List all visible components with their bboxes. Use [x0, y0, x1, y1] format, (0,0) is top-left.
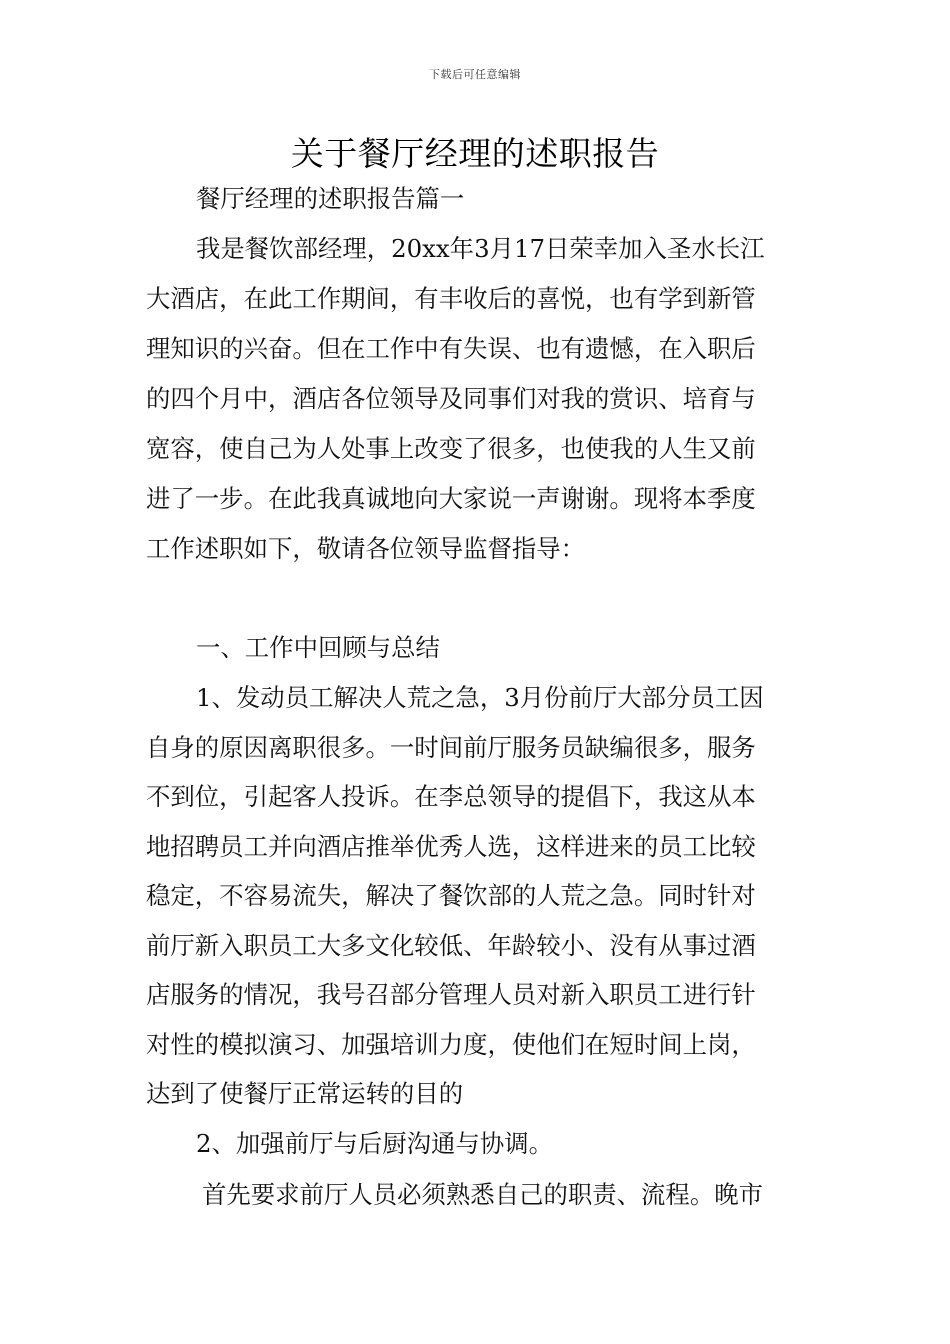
paragraph-line: 进了一步。在此我真诚地向大家说一声谢谢。现将本季度: [146, 484, 756, 513]
paragraph-line: 不到位，引起客人投诉。在李总领导的提倡下，我这从本: [146, 782, 756, 811]
paragraph-line: 大酒店，在此工作期间，有丰收后的喜悦，也有学到新管: [146, 284, 756, 313]
paragraph-line: 理知识的兴奋。但在工作中有失误、也有遗憾，在入职后: [146, 334, 756, 363]
paragraph-line: 的四个月中，酒店各位领导及同事们对我的赏识、培育与: [146, 384, 756, 413]
paragraph-line: 自身的原因离职很多。一时间前厅服务员缺编很多，服务: [146, 733, 756, 762]
paragraph-line: 对性的模拟演习、加强培训力度，使他们在短时间上岗，: [146, 1030, 756, 1059]
item-2-heading: 2、加强前厅与后厨沟通与协调。: [196, 1129, 553, 1158]
section-heading: 一、工作中回顾与总结: [196, 633, 440, 662]
paragraph-line: 首先要求前厅人员必须熟悉自己的职责、流程。晚市: [202, 1180, 763, 1209]
paragraph-line: 我是餐饮部经理，20xx年3月17日荣幸加入圣水长江: [196, 234, 765, 263]
paragraph-line: 达到了使餐厅正常运转的目的: [146, 1079, 464, 1108]
subtitle: 餐厅经理的述职报告篇一: [196, 184, 465, 213]
paragraph-line: 宽容，使自己为人处事上改变了很多，也使我的人生又前: [146, 434, 756, 463]
paragraph-line: 稳定，不容易流失，解决了餐饮部的人荒之急。同时针对: [146, 881, 756, 910]
paragraph-line: 工作述职如下，敬请各位领导监督指导：: [146, 534, 586, 563]
paragraph-line: 1、发动员工解决人荒之急，3月份前厅大部分员工因: [196, 683, 764, 712]
document-title: 关于餐厅经理的述职报告: [290, 134, 660, 173]
header-note: 下载后可任意编辑: [429, 68, 521, 81]
paragraph-line: 前厅新入职员工大多文化较低、年龄较小、没有从事过酒: [146, 931, 756, 960]
paragraph-line: 地招聘员工并向酒店推举优秀人选，这样进来的员工比较: [146, 832, 756, 861]
paragraph-line: 店服务的情况，我号召部分管理人员对新入职员工进行针: [146, 980, 756, 1009]
